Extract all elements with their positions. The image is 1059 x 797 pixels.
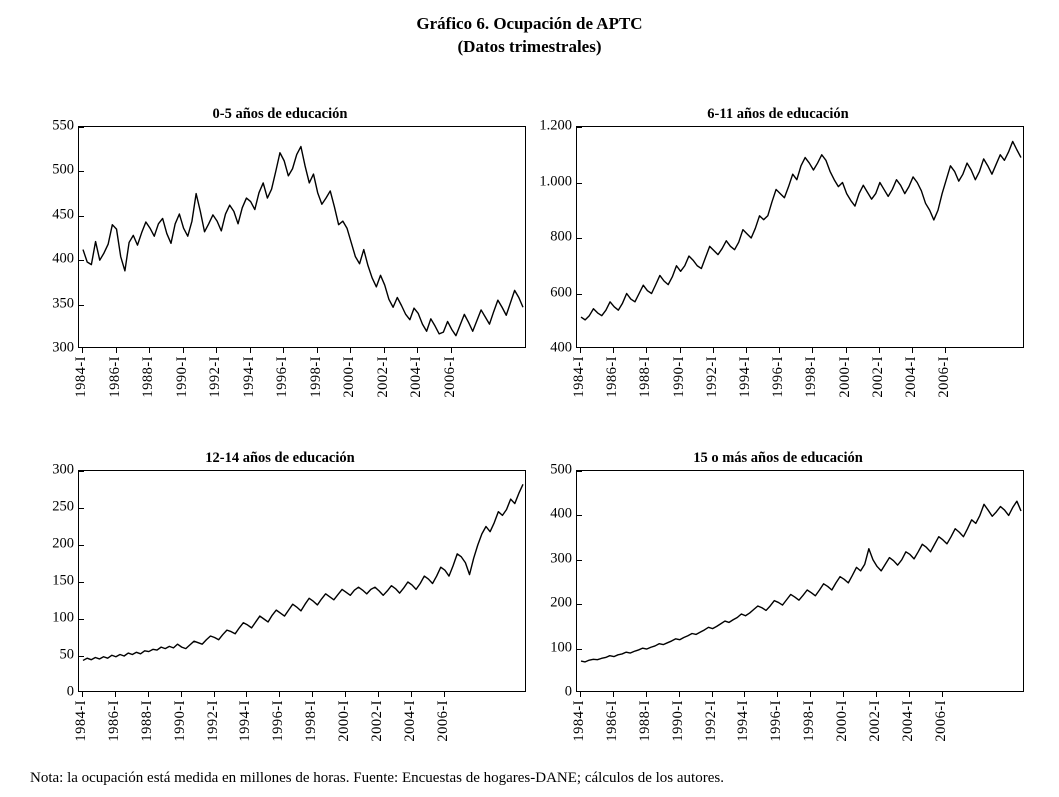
x-tick-mark bbox=[350, 348, 351, 353]
y-tick-label: 1.200 bbox=[539, 117, 572, 134]
y-tick-mark bbox=[79, 619, 84, 620]
x-tick-label: 1988-I bbox=[636, 700, 653, 742]
y-tick-label: 400 bbox=[550, 505, 572, 522]
x-tick-mark bbox=[279, 692, 280, 697]
x-tick-mark bbox=[846, 348, 847, 353]
y-tick-mark bbox=[577, 127, 582, 128]
x-axis-labels bbox=[571, 348, 1024, 438]
panel-title: 6-11 años de educación bbox=[707, 106, 849, 122]
y-tick-mark bbox=[577, 515, 582, 516]
x-tick-mark bbox=[417, 348, 418, 353]
y-tick-label: 500 bbox=[52, 161, 74, 178]
y-tick-mark bbox=[79, 582, 84, 583]
x-tick-label: 2006-I bbox=[936, 356, 953, 398]
y-tick-label: 200 bbox=[52, 535, 74, 552]
x-tick-label: 1986-I bbox=[604, 356, 621, 398]
y-tick-label: 400 bbox=[550, 339, 572, 356]
x-tick-mark bbox=[942, 692, 943, 697]
x-tick-label: 1998-I bbox=[801, 700, 818, 742]
x-tick-label: 2002-I bbox=[374, 356, 391, 398]
series-line bbox=[79, 471, 526, 692]
x-tick-mark bbox=[148, 692, 149, 697]
plot-axes bbox=[576, 126, 1024, 348]
y-tick-mark bbox=[577, 183, 582, 184]
x-tick-label: 2006-I bbox=[434, 700, 451, 742]
x-tick-mark bbox=[712, 692, 713, 697]
x-tick-mark bbox=[82, 692, 83, 697]
x-tick-mark bbox=[713, 348, 714, 353]
x-tick-label: 2000-I bbox=[834, 700, 851, 742]
plot-axes bbox=[576, 470, 1024, 692]
x-tick-label: 2004-I bbox=[401, 700, 418, 742]
y-tick-label: 0 bbox=[564, 683, 572, 700]
x-tick-label: 1986-I bbox=[106, 356, 123, 398]
x-tick-label: 1992-I bbox=[207, 356, 224, 398]
y-tick-mark bbox=[79, 127, 84, 128]
y-tick-label: 350 bbox=[52, 295, 74, 312]
x-tick-label: 1996-I bbox=[770, 356, 787, 398]
y-tick-label: 1.000 bbox=[539, 173, 572, 189]
x-tick-mark bbox=[183, 348, 184, 353]
x-tick-label: 1992-I bbox=[204, 700, 221, 742]
y-axis-labels bbox=[528, 461, 576, 700]
y-tick-label: 50 bbox=[59, 646, 74, 663]
x-tick-label: 1990-I bbox=[171, 700, 188, 742]
x-tick-mark bbox=[613, 348, 614, 353]
y-tick-mark bbox=[577, 471, 582, 472]
x-tick-label: 2000-I bbox=[836, 356, 853, 398]
x-tick-mark bbox=[246, 692, 247, 697]
x-tick-mark bbox=[580, 348, 581, 353]
x-tick-mark bbox=[876, 692, 877, 697]
y-tick-mark bbox=[577, 604, 582, 605]
x-tick-label: 1988-I bbox=[138, 700, 155, 742]
x-tick-label: 1994-I bbox=[237, 700, 254, 742]
y-tick-label: 300 bbox=[550, 550, 572, 567]
x-tick-label: 2000-I bbox=[336, 700, 353, 742]
x-tick-label: 1984-I bbox=[571, 700, 587, 742]
y-tick-mark bbox=[79, 216, 84, 217]
x-tick-mark bbox=[181, 692, 182, 697]
x-tick-label: 2004-I bbox=[899, 700, 916, 742]
x-tick-mark bbox=[444, 692, 445, 697]
x-tick-mark bbox=[283, 348, 284, 353]
x-tick-label: 1996-I bbox=[274, 356, 291, 398]
x-tick-mark bbox=[216, 348, 217, 353]
x-tick-mark bbox=[345, 692, 346, 697]
y-tick-label: 800 bbox=[550, 228, 572, 245]
y-tick-mark bbox=[79, 508, 84, 509]
y-tick-mark bbox=[577, 294, 582, 295]
figure-title: Gráfico 6. Ocupación de APTC bbox=[416, 14, 643, 33]
x-tick-mark bbox=[451, 348, 452, 353]
x-tick-mark bbox=[810, 692, 811, 697]
x-tick-mark bbox=[843, 692, 844, 697]
x-tick-mark bbox=[680, 348, 681, 353]
x-tick-label: 1988-I bbox=[140, 356, 157, 398]
x-tick-label: 2006-I bbox=[441, 356, 458, 398]
x-tick-label: 1984-I bbox=[73, 356, 89, 398]
x-tick-label: 1998-I bbox=[303, 700, 320, 742]
x-tick-label: 1996-I bbox=[768, 700, 785, 742]
x-tick-label: 2002-I bbox=[369, 700, 386, 742]
y-tick-label: 550 bbox=[52, 117, 74, 134]
y-tick-label: 200 bbox=[550, 594, 572, 611]
x-tick-mark bbox=[909, 692, 910, 697]
x-tick-label: 1990-I bbox=[173, 356, 190, 398]
x-tick-label: 2002-I bbox=[869, 356, 886, 398]
y-axis-labels bbox=[30, 461, 78, 700]
x-tick-mark bbox=[945, 348, 946, 353]
x-tick-label: 1984-I bbox=[73, 700, 89, 742]
x-tick-mark bbox=[149, 348, 150, 353]
x-tick-mark bbox=[312, 692, 313, 697]
y-tick-mark bbox=[79, 305, 84, 306]
y-tick-label: 100 bbox=[550, 639, 572, 656]
panel-0-5-anos bbox=[30, 106, 530, 438]
panel-15-o-mas-anos bbox=[528, 450, 1028, 782]
plot-area bbox=[30, 461, 530, 782]
y-tick-label: 250 bbox=[52, 498, 74, 515]
y-tick-label: 100 bbox=[52, 609, 74, 626]
panel-title: 0-5 años de educación bbox=[212, 106, 348, 122]
x-tick-mark bbox=[378, 692, 379, 697]
x-tick-mark bbox=[116, 348, 117, 353]
x-tick-label: 1992-I bbox=[703, 356, 720, 398]
x-tick-label: 1994-I bbox=[737, 356, 754, 398]
x-tick-label: 1994-I bbox=[240, 356, 257, 398]
y-tick-label: 300 bbox=[52, 461, 74, 478]
x-tick-mark bbox=[82, 348, 83, 353]
series-line bbox=[577, 127, 1024, 348]
plot-axes bbox=[78, 126, 526, 348]
x-tick-label: 2004-I bbox=[903, 356, 920, 398]
x-tick-label: 2006-I bbox=[932, 700, 949, 742]
x-tick-label: 1996-I bbox=[270, 700, 287, 742]
x-tick-mark bbox=[912, 348, 913, 353]
x-tick-mark bbox=[646, 348, 647, 353]
y-tick-label: 450 bbox=[52, 206, 74, 223]
y-tick-label: 400 bbox=[52, 250, 74, 267]
y-tick-mark bbox=[79, 656, 84, 657]
x-tick-mark bbox=[214, 692, 215, 697]
figure-note: Nota: la ocupación está medida en millones de horas. Fuente: Encuestas de hogares-DANE; cálculos de los autores. bbox=[30, 770, 724, 786]
y-axis-labels bbox=[528, 117, 576, 356]
plot-axes bbox=[78, 470, 526, 692]
x-axis-labels bbox=[73, 348, 526, 438]
y-tick-mark bbox=[79, 171, 84, 172]
x-tick-mark bbox=[777, 692, 778, 697]
x-tick-mark bbox=[746, 348, 747, 353]
x-tick-label: 1994-I bbox=[735, 700, 752, 742]
x-tick-label: 1990-I bbox=[670, 356, 687, 398]
x-tick-label: 2002-I bbox=[867, 700, 884, 742]
panel-title: 15 o más años de educación bbox=[693, 450, 863, 466]
y-tick-label: 500 bbox=[550, 461, 572, 478]
y-tick-label: 0 bbox=[66, 683, 74, 700]
x-tick-mark bbox=[115, 692, 116, 697]
plot-area bbox=[30, 117, 530, 438]
x-tick-mark bbox=[879, 348, 880, 353]
panel-12-14-anos bbox=[30, 450, 530, 782]
x-tick-label: 2004-I bbox=[408, 356, 425, 398]
x-tick-label: 1986-I bbox=[105, 700, 122, 742]
x-axis-labels bbox=[73, 692, 526, 782]
y-tick-label: 600 bbox=[550, 284, 572, 300]
y-tick-label: 300 bbox=[52, 339, 74, 356]
x-tick-label: 1998-I bbox=[307, 356, 324, 398]
x-tick-mark bbox=[317, 348, 318, 353]
x-tick-label: 1986-I bbox=[603, 700, 620, 742]
x-tick-mark bbox=[779, 348, 780, 353]
panel-title: 12-14 años de educación bbox=[205, 450, 355, 466]
x-tick-mark bbox=[250, 348, 251, 353]
x-tick-mark bbox=[411, 692, 412, 697]
x-tick-mark bbox=[613, 692, 614, 697]
series-line bbox=[577, 471, 1024, 692]
y-tick-label: 150 bbox=[52, 572, 74, 589]
figure-subtitle: (Datos trimestrales) bbox=[457, 37, 602, 56]
y-tick-mark bbox=[577, 560, 582, 561]
plot-area bbox=[528, 461, 1028, 782]
y-tick-mark bbox=[79, 260, 84, 261]
x-tick-mark bbox=[744, 692, 745, 697]
y-axis-labels bbox=[30, 117, 78, 356]
series-line bbox=[79, 127, 526, 348]
x-tick-label: 1990-I bbox=[669, 700, 686, 742]
y-tick-mark bbox=[577, 238, 582, 239]
x-tick-mark bbox=[812, 348, 813, 353]
x-tick-mark bbox=[384, 348, 385, 353]
x-tick-mark bbox=[580, 692, 581, 697]
x-tick-mark bbox=[679, 692, 680, 697]
x-axis-labels bbox=[571, 692, 1024, 782]
y-tick-mark bbox=[79, 471, 84, 472]
figure-container bbox=[0, 12, 1059, 797]
x-tick-label: 2000-I bbox=[341, 356, 358, 398]
y-tick-mark bbox=[79, 545, 84, 546]
x-tick-label: 1984-I bbox=[571, 356, 587, 398]
x-tick-label: 1998-I bbox=[803, 356, 820, 398]
panel-6-11-anos bbox=[528, 106, 1028, 438]
x-tick-label: 1988-I bbox=[637, 356, 654, 398]
plot-area bbox=[528, 117, 1028, 438]
y-tick-mark bbox=[577, 649, 582, 650]
x-tick-mark bbox=[646, 692, 647, 697]
x-tick-label: 1992-I bbox=[702, 700, 719, 742]
